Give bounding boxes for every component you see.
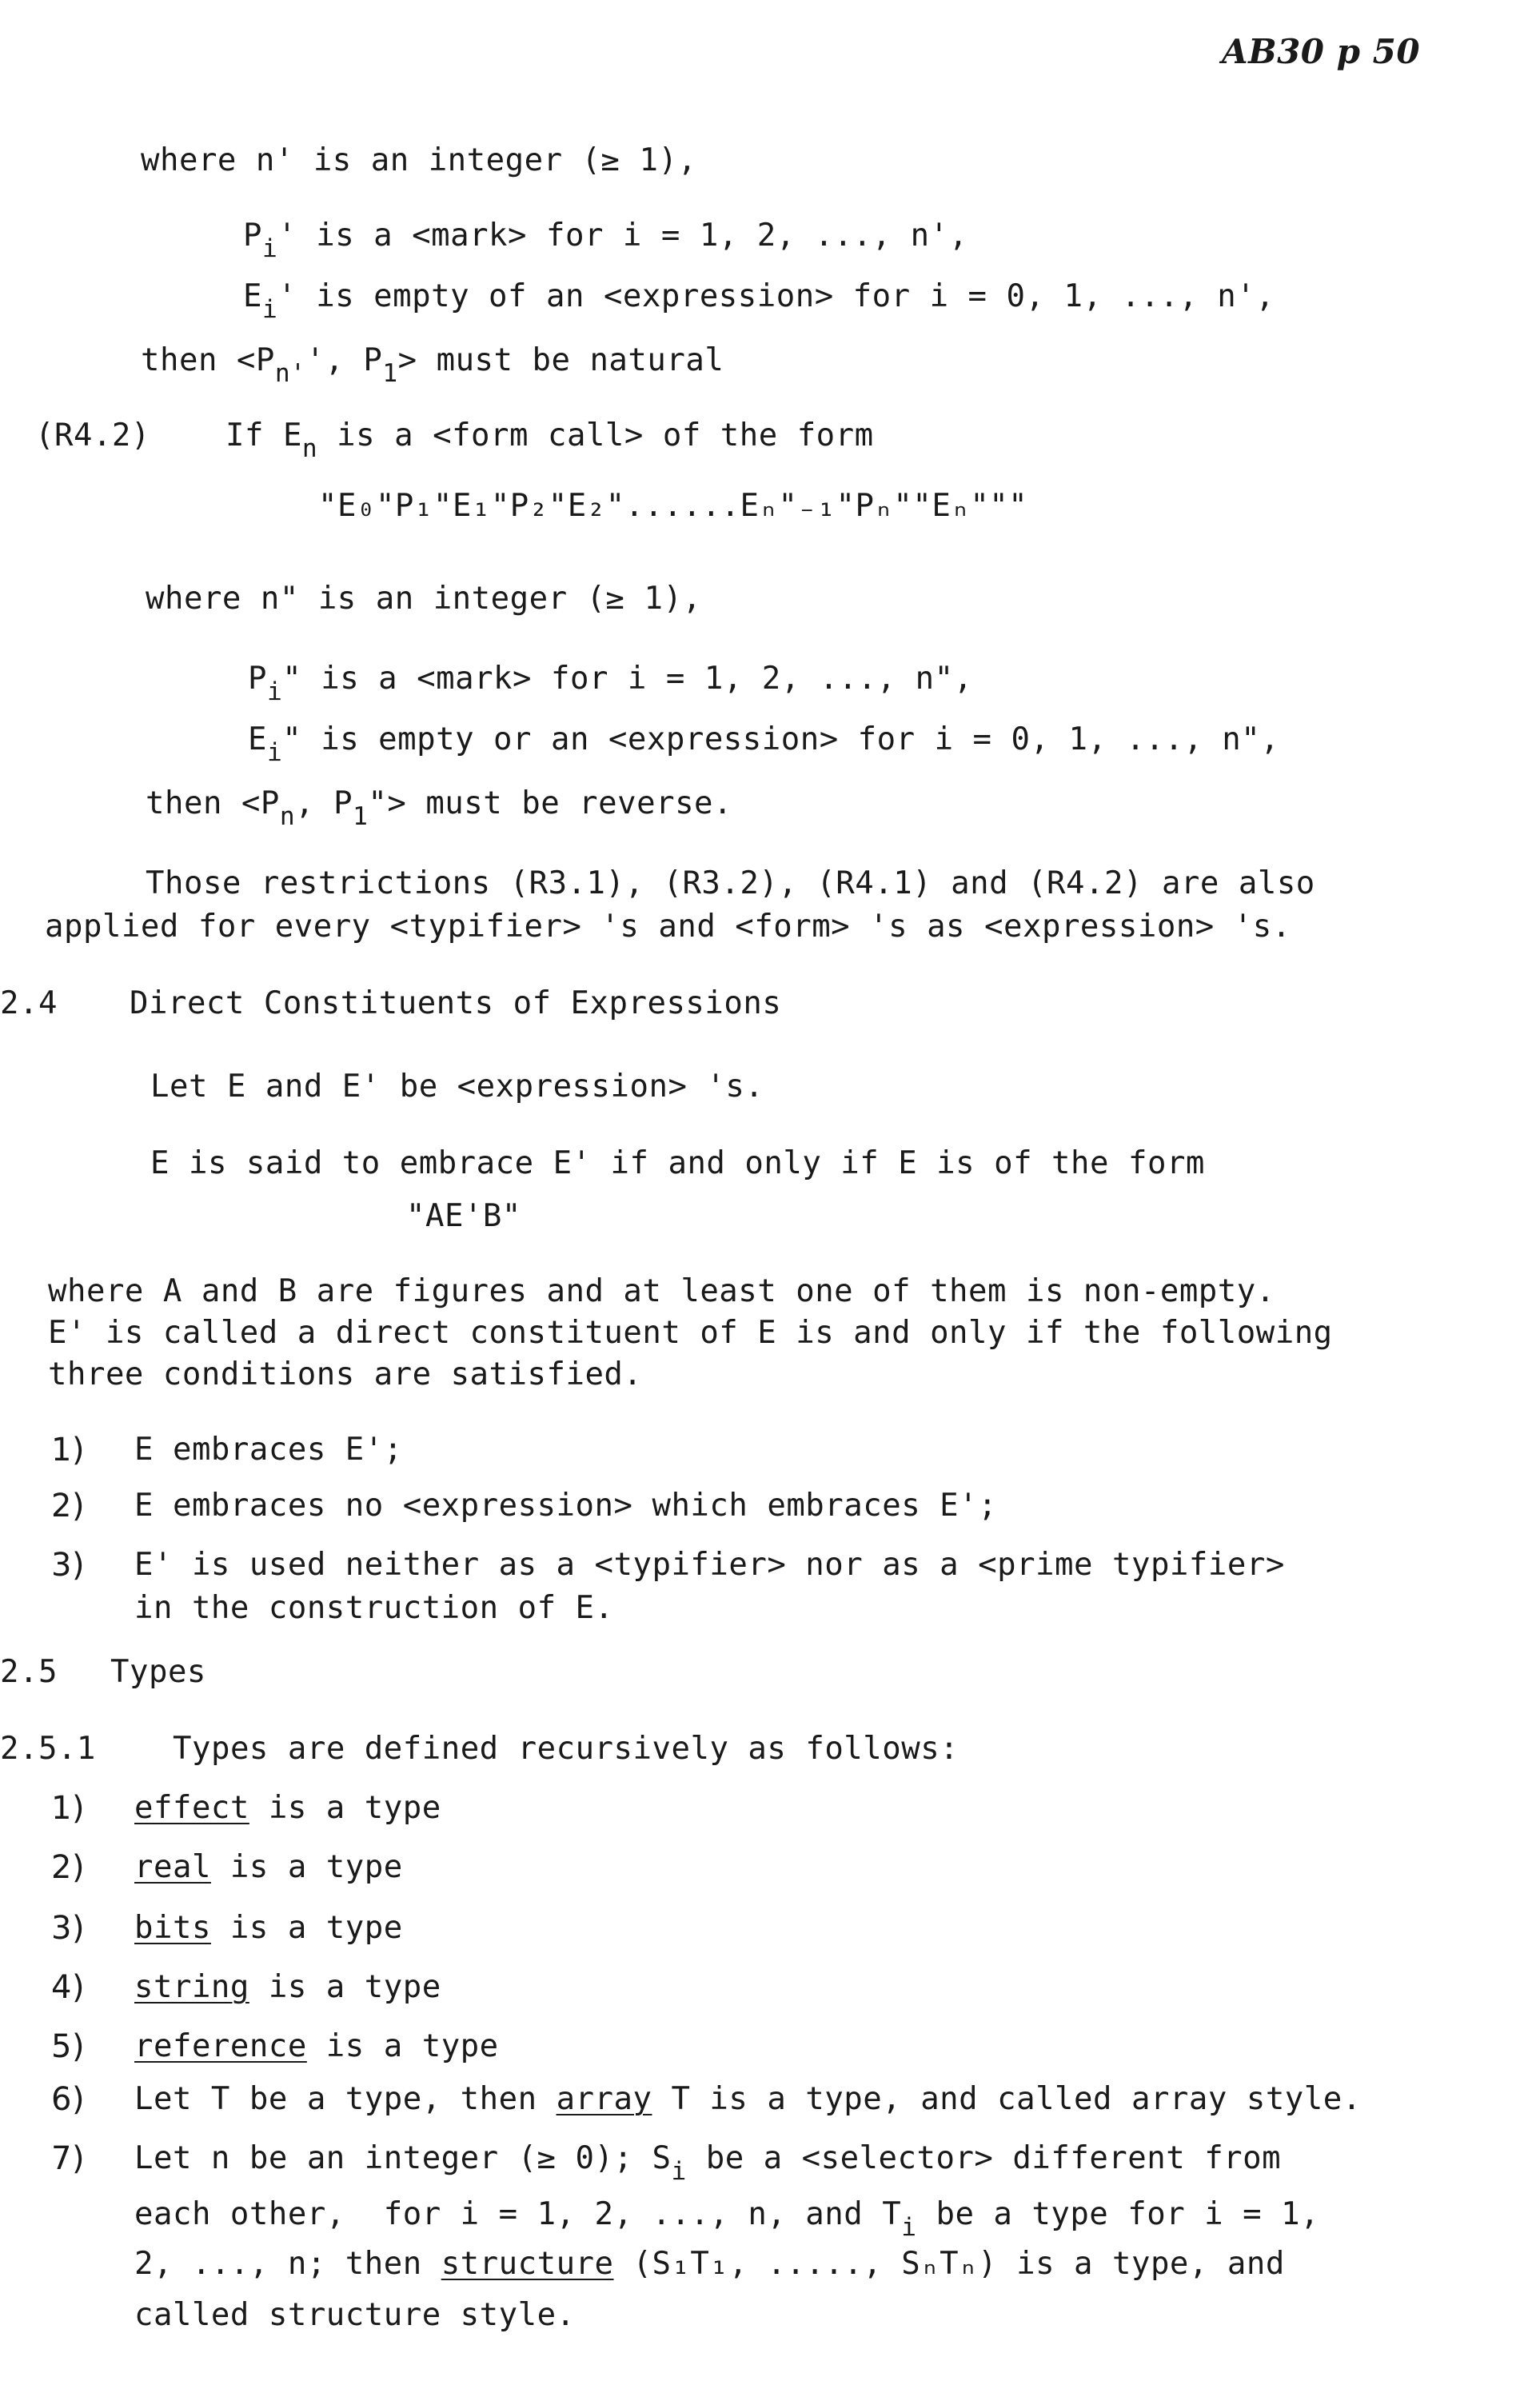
r42-formula: "E₀"P₁"E₁"P₂"E₂"......Eₙ"₋₁"Pₙ""Eₙ""" [318,488,1028,524]
condition-text: E embraces E'; [134,1432,403,1468]
r42-label: (R4.2) [35,417,150,453]
sec24-para-3b: E' is called a direct constituent of E is and only if the following [48,1315,1333,1351]
type-item-number: 7) [51,2140,86,2177]
sec24-para-3a: where A and B are figures and at least one of them is non-empty. [48,1273,1275,1309]
r41-p-line: $P_i'$ is a <mark> for i = 1, 2, ..., n', [243,218,968,264]
r41-where-line: where n' is an integer (≥ 1), [141,142,697,178]
page-reference: AB30 p 50 [1222,32,1421,71]
restrictions-line-2: applied for every <typifier> 's and <form> 's as <expression> 's. [45,909,1291,945]
condition-number: 3) [51,1547,86,1584]
sec24-para-1: Let E and E' be <expression> 's. [150,1069,764,1105]
r42-e-line: $E_i$" is empty or an <expression> for i = 0, 1, ..., n", [248,721,1280,768]
type-item-number: 2) [51,1849,86,1886]
restrictions-line-1: Those restrictions (R3.1), (R3.2), (R4.1) and (R4.2) are also [146,865,1315,901]
section-2-5-title: Types [110,1654,206,1690]
type-item: reference is a type [134,2028,499,2064]
type-item-number: 4) [51,1969,86,2006]
sec24-para-3c: three conditions are satisfied. [48,1356,643,1392]
type-item-structure-l1: Let n be an integer (≥ 0); $S_i$ be a <selector> different from [134,2140,1282,2187]
r42-where-line: where n" is an integer (≥ 1), [146,581,702,617]
section-2-4-number: 2.4 [0,985,58,1021]
type-item: string is a type [134,1969,441,2005]
type-item-number: 6) [51,2081,86,2118]
condition-number: 2) [51,1488,86,1524]
type-item-number: 3) [51,1910,86,1947]
sec24-form: "AE'B" [406,1198,521,1234]
condition-text: E embraces no <expression> which embraces E'; [134,1488,998,1524]
r42-p-line: $P_i$" is a <mark> for i = 1, 2, ..., n", [248,661,973,707]
condition-text-cont: in the construction of E. [134,1590,614,1626]
section-2-5-1-title: Types are defined recursively as follows: [173,1731,960,1767]
type-item: real is a type [134,1849,403,1885]
type-item-number: 1) [51,1790,86,1827]
r42-if-line: If $E_n$ is a <form call> of the form [225,417,874,464]
type-item: bits is a type [134,1910,403,1946]
type-item: effect is a type [134,1790,441,1826]
r41-e-line: $E_i'$ is empty of an <expression> for i = 0, 1, ..., n', [243,278,1275,325]
type-item-array: Let T be a type, then array T is a type, and called array style. [134,2081,1362,2117]
type-item-structure-l2: each other, for i = 1, 2, ..., n, and $T_i$ be a type for i = 1, [134,2196,1320,2243]
type-item-structure-l3: 2, ..., n; then structure (S₁T₁, ....., SₙTₙ) is a type, and [134,2246,1285,2282]
condition-number: 1) [51,1432,86,1468]
condition-text: E' is used neither as a <typifier> nor as a <prime typifier> [134,1547,1285,1583]
section-2-5-1-number: 2.5.1 [0,1731,96,1767]
type-item-structure-l4: called structure style. [134,2297,576,2333]
section-2-4-title: Direct Constituents of Expressions [130,985,782,1021]
type-item-number: 5) [51,2028,86,2065]
r42-then-line: then $<P_n$, $P_1">$ must be reverse. [146,785,733,832]
sec24-para-2: E is said to embrace E' if and only if E is of the form [150,1145,1205,1181]
r41-then-line: then $<P_{n'}'$, $P_1>$ must be natural [141,342,724,389]
section-2-5-number: 2.5 [0,1654,58,1690]
